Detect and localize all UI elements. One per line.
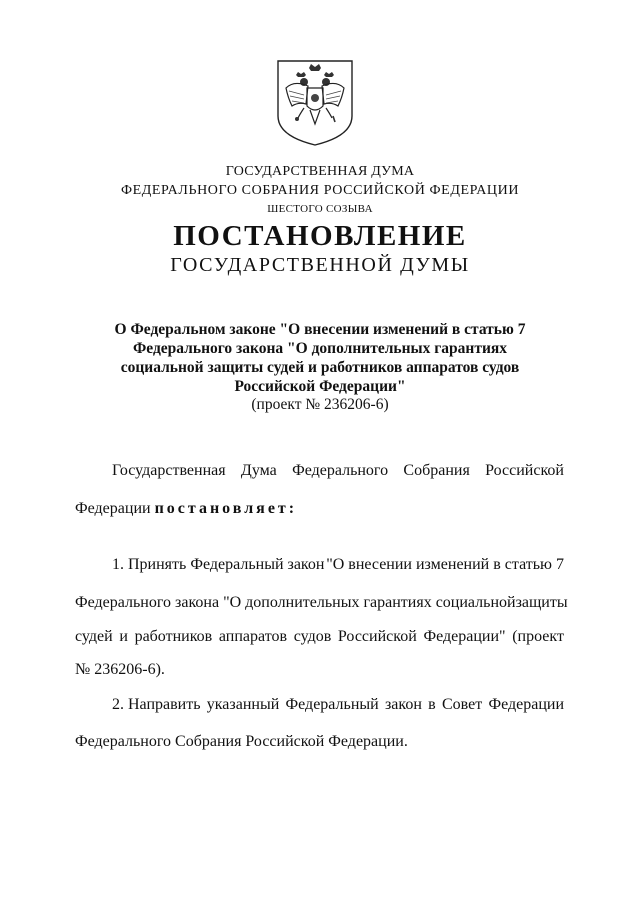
item2-line-1: [112, 696, 564, 714]
text-segment: "О внесении изменений в статью 7: [326, 556, 564, 573]
item1-line-2: [75, 594, 568, 612]
resolves-word: постановляет:: [154, 500, 298, 517]
word: Федеральный: [285, 696, 379, 713]
header-line-1: ГОСУДАРСТВЕННАЯ ДУМА: [225, 164, 415, 179]
header-line-2: ФЕДЕРАЛЬНОГО СОБРАНИЯ РОССИЙСКОЙ ФЕДЕРАЦИИ: [120, 183, 520, 198]
word: Совет: [441, 696, 483, 713]
word: судов: [293, 628, 332, 645]
item1-line-4: № 236206-6).: [75, 661, 165, 678]
word: указанный: [206, 696, 280, 713]
word: Российской: [337, 628, 417, 645]
word: Федерального: [292, 462, 389, 479]
word: Федерации: [488, 696, 564, 713]
coat-of-arms-emblem: [274, 58, 356, 148]
word: Дума: [240, 462, 277, 479]
header-line-3: ШЕСТОГО СОЗЫВА: [267, 203, 373, 215]
text-segment: защиты: [515, 594, 568, 611]
word: 2. Направить: [112, 696, 201, 713]
word: Государственная: [112, 462, 226, 479]
word: (проект: [512, 628, 564, 645]
project-number: (проект № 236206-6): [251, 396, 389, 413]
item2-line-2: Федерального Собрания Российской Федерации.: [75, 733, 408, 750]
document-header: [0, 162, 640, 219]
word: работников: [134, 628, 213, 645]
preamble-prefix: Федерации: [75, 500, 155, 517]
word: Федерации": [423, 628, 506, 645]
about-line: Российской Федерации": [234, 378, 406, 395]
word: и: [119, 628, 128, 645]
about-line: Федерального закона "О дополнительных гарантиях: [132, 340, 508, 357]
word: Российской: [485, 462, 564, 479]
text-segment: 1. Принять Федеральный закон: [112, 556, 325, 573]
word: Собрания: [403, 462, 470, 479]
preamble-line-1: [112, 462, 564, 480]
word: судей: [75, 628, 113, 645]
preamble-line-2: [75, 500, 564, 518]
word: аппаратов: [218, 628, 288, 645]
about-line: О Федеральном законе "О внесении изменений в статью 7: [114, 321, 526, 338]
word: в: [428, 696, 436, 713]
document-title: ПОСТАНОВЛЕНИЕ: [173, 220, 467, 252]
word: закон: [384, 696, 422, 713]
about-line: социальной защиты судей и работников аппаратов судов: [120, 359, 520, 376]
item1-line-3: [75, 628, 564, 646]
text-segment: Федерального закона "О дополнительных гарантиях социальной: [75, 594, 516, 611]
about-block: [100, 320, 540, 396]
item1-line-1: [112, 556, 564, 574]
document-subtitle: ГОСУДАРСТВЕННОЙ ДУМЫ: [170, 254, 470, 276]
